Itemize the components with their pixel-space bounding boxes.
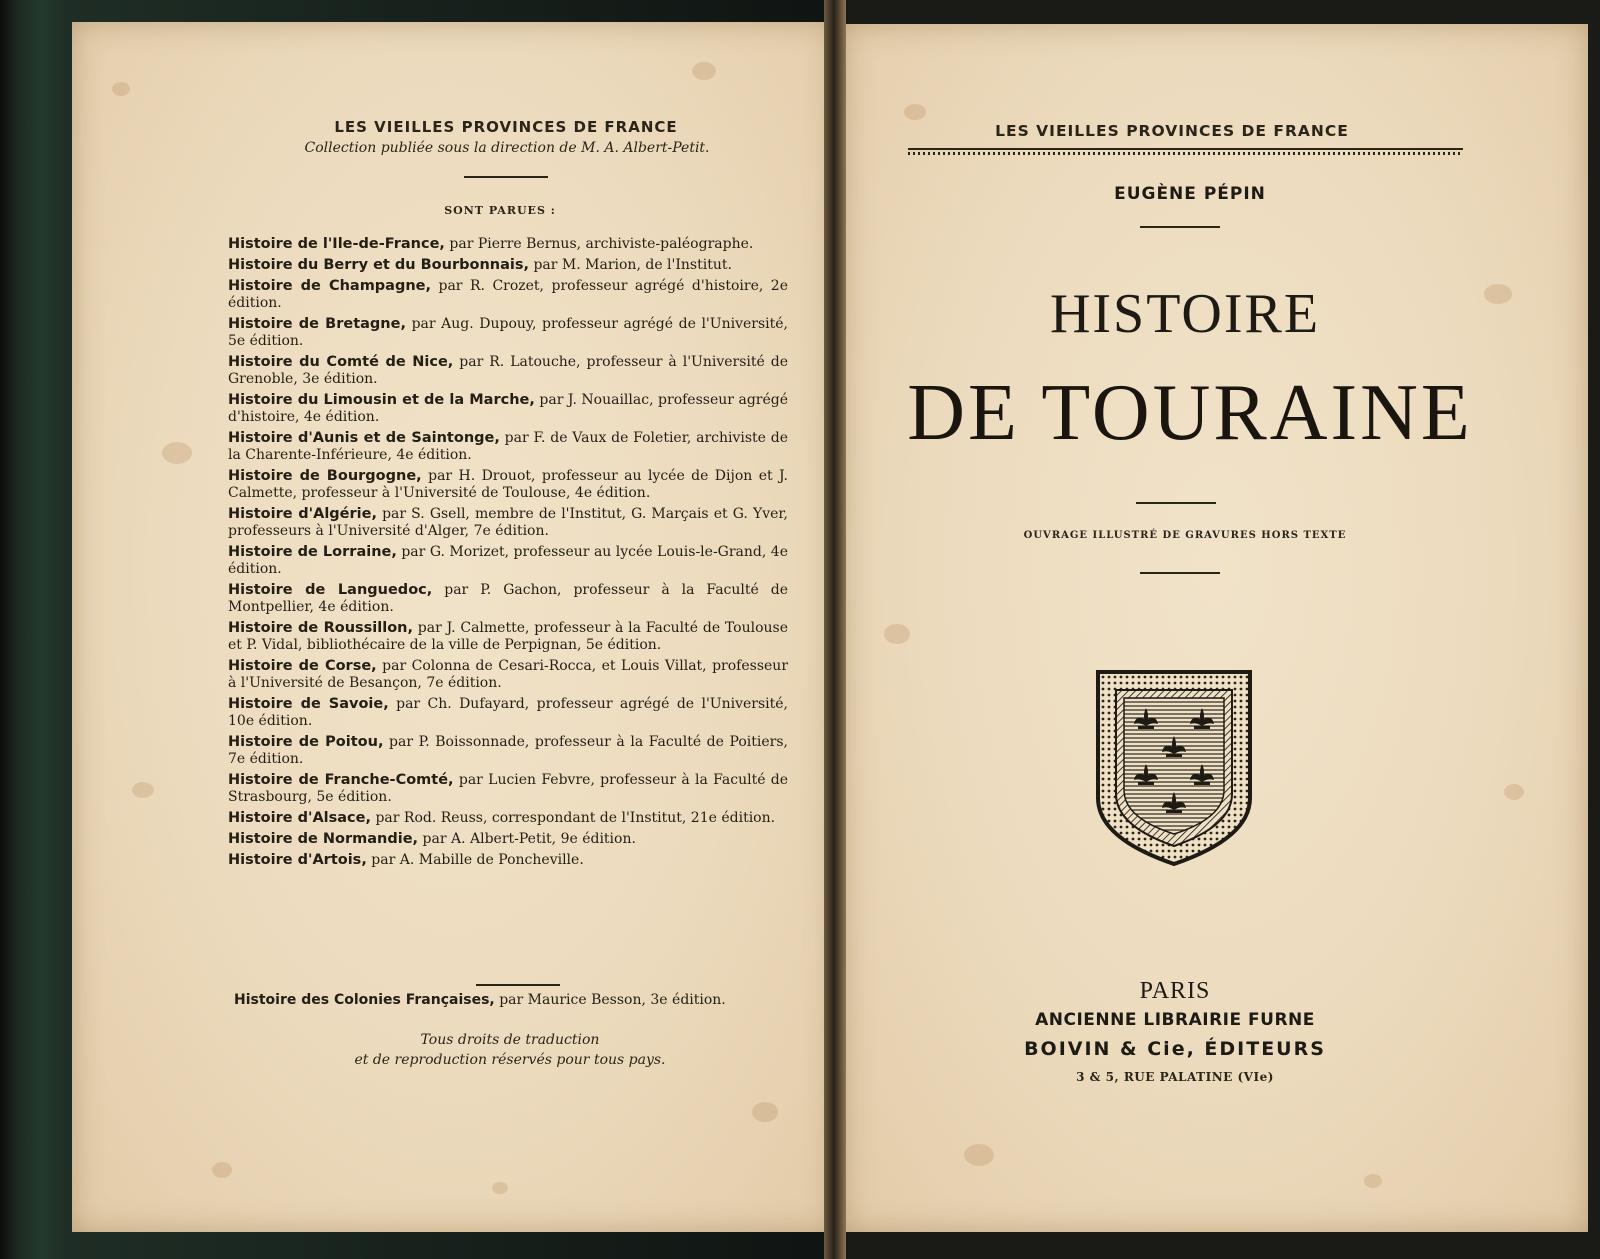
book-entry: [228, 831, 788, 848]
book-details: par Lucien Febvre, professeur à la Faculté de Strasbourg, 5e édition.: [228, 772, 789, 805]
book-details: par A. Albert-Petit, 9e édition.: [422, 831, 636, 847]
book-gutter: [824, 0, 846, 1259]
book-title: Histoire de Bretagne,: [228, 316, 406, 332]
illustrated-note: OUVRAGE ILLUSTRÉ DE GRAVURES HORS TEXTE: [1023, 530, 1347, 541]
book-entry: [228, 278, 788, 312]
book-details: par P. Boissonnade, professeur à la Faculté de Poitiers, 7e édition.: [228, 734, 788, 767]
book-entry: [228, 658, 788, 692]
book-title: Histoire de Languedoc,: [228, 582, 433, 598]
book-entry: [228, 236, 788, 253]
book-entry: [228, 734, 788, 768]
rights-notice: [320, 1030, 700, 1070]
book-details: par Colonna de Cesari-Rocca, et Louis Villat, professeur à l'Université de Besançon, 7e édition.: [228, 658, 789, 691]
colonies-details: par Maurice Besson, 3e édition.: [499, 992, 726, 1008]
book-title: Histoire de Franche-Comté,: [228, 772, 454, 788]
book-title: Histoire de Lorraine,: [228, 544, 397, 560]
colonies-title: Histoire des Colonies Françaises,: [234, 992, 495, 1008]
book-details: par R. Latouche, professeur à l'Université de Grenoble, 3e édition.: [228, 354, 789, 387]
book-title: Histoire d'Artois,: [228, 852, 367, 868]
book-entry: [228, 354, 788, 388]
book-title: Histoire d'Algérie,: [228, 506, 377, 522]
book-entry: [228, 430, 788, 464]
book-title: Histoire de l'Ile-de-France,: [228, 236, 445, 252]
title-line-1: HISTOIRE: [1049, 283, 1321, 345]
book-title: Histoire du Limousin et de la Marche,: [228, 392, 535, 408]
book-title: Histoire de Bourgogne,: [228, 468, 422, 484]
left-divider-bottom: [476, 984, 560, 986]
book-title: Histoire du Berry et du Bourbonnais,: [228, 257, 530, 273]
right-divider-1: [1140, 226, 1220, 228]
book-title: Histoire de Poitou,: [228, 734, 384, 750]
book-title: Histoire d'Aunis et de Saintonge,: [228, 430, 500, 446]
coat-of-arms-touraine-icon: [1094, 668, 1254, 868]
book-details: par M. Marion, de l'Institut.: [533, 257, 732, 273]
book-title: Histoire de Normandie,: [228, 831, 419, 847]
wavy-rule: [908, 148, 1463, 158]
book-entry: [228, 810, 788, 827]
author-name: EUGÈNE PÉPIN: [1114, 184, 1266, 204]
book-list: [228, 236, 788, 873]
publisher-address: 3 & 5, RUE PALATINE (VIe): [1076, 1070, 1274, 1084]
book-entry: [228, 468, 788, 502]
rights-line-1: Tous droits de traduction: [420, 1032, 600, 1048]
book-entry: [228, 696, 788, 730]
book-title: Histoire de Corse,: [228, 658, 377, 674]
right-divider-2: [1136, 502, 1216, 504]
right-series-title: LES VIEILLES PROVINCES DE FRANCE: [995, 122, 1349, 140]
book-details: par Rod. Reuss, correspondant de l'Institut, 21e édition.: [375, 810, 776, 826]
left-divider-top: [464, 176, 548, 178]
publisher-line-2: BOIVIN & Cie, ÉDITEURS: [1024, 1038, 1326, 1060]
book-details: par J. Nouaillac, professeur agrégé d'histoire, 4e édition.: [228, 392, 789, 425]
book-details: par P. Gachon, professeur à la Faculté de Montpellier, 4e édition.: [228, 582, 788, 615]
book-entry: [228, 772, 788, 806]
sont-parues-heading: SONT PARUES :: [444, 204, 556, 217]
book-details: par Aug. Dupouy, professeur agrégé de l'Université, 5e édition.: [228, 316, 788, 349]
book-details: par Pierre Bernus, archiviste-paléographe.: [449, 236, 754, 252]
book-entry: [228, 852, 788, 869]
book-title: Histoire de Champagne,: [228, 278, 432, 294]
book-title: Histoire d'Alsace,: [228, 810, 371, 826]
book-entry: [228, 392, 788, 426]
book-title: Histoire du Comté de Nice,: [228, 354, 454, 370]
book-details: par R. Crozet, professeur agrégé d'histoire, 2e édition.: [228, 278, 788, 311]
book-entry: [228, 316, 788, 350]
book-title: Histoire de Savoie,: [228, 696, 389, 712]
left-series-title: LES VIEILLES PROVINCES DE FRANCE: [334, 118, 678, 136]
book-entry: [228, 544, 788, 578]
publisher-line-1: ANCIENNE LIBRAIRIE FURNE: [1035, 1010, 1315, 1030]
book-details: par J. Calmette, professeur à la Faculté de Toulouse et P. Vidal, bibliothécaire de la ville de Perpignan, 5e édition.: [228, 620, 788, 653]
title-line-2: DE TOURAINE: [907, 369, 1473, 457]
book-details: par S. Gsell, membre de l'Institut, G. Marçais et G. Yver, professeurs à l'Université d'Alger, 7e édition.: [228, 506, 789, 539]
book-details: par A. Mabille de Poncheville.: [371, 852, 584, 868]
left-series-subtitle: Collection publiée sous la direction de M. A. Albert-Petit.: [304, 140, 710, 156]
book-entry: [228, 506, 788, 540]
book-entry: [228, 582, 788, 616]
rights-line-2: et de reproduction réservés pour tous pays.: [354, 1052, 666, 1068]
colonies-entry: [234, 992, 794, 1008]
book-details: par G. Morizet, professeur au lycée Louis-le-Grand, 4e édition.: [228, 544, 788, 577]
book-details: par Ch. Dufayard, professeur agrégé de l'Université, 10e édition.: [228, 696, 788, 729]
book-entry: [228, 257, 788, 274]
publication-city: PARIS: [1139, 978, 1211, 1004]
book-details: par H. Drouot, professeur au lycée de Dijon et J. Calmette, professeur à l'Université de Toulouse, 4e édition.: [228, 468, 788, 501]
book-entry: [228, 620, 788, 654]
book-title: Histoire de Roussillon,: [228, 620, 413, 636]
book-details: par F. de Vaux de Foletier, archiviste de la Charente-Inférieure, 4e édition.: [228, 430, 789, 463]
right-divider-3: [1140, 572, 1220, 574]
